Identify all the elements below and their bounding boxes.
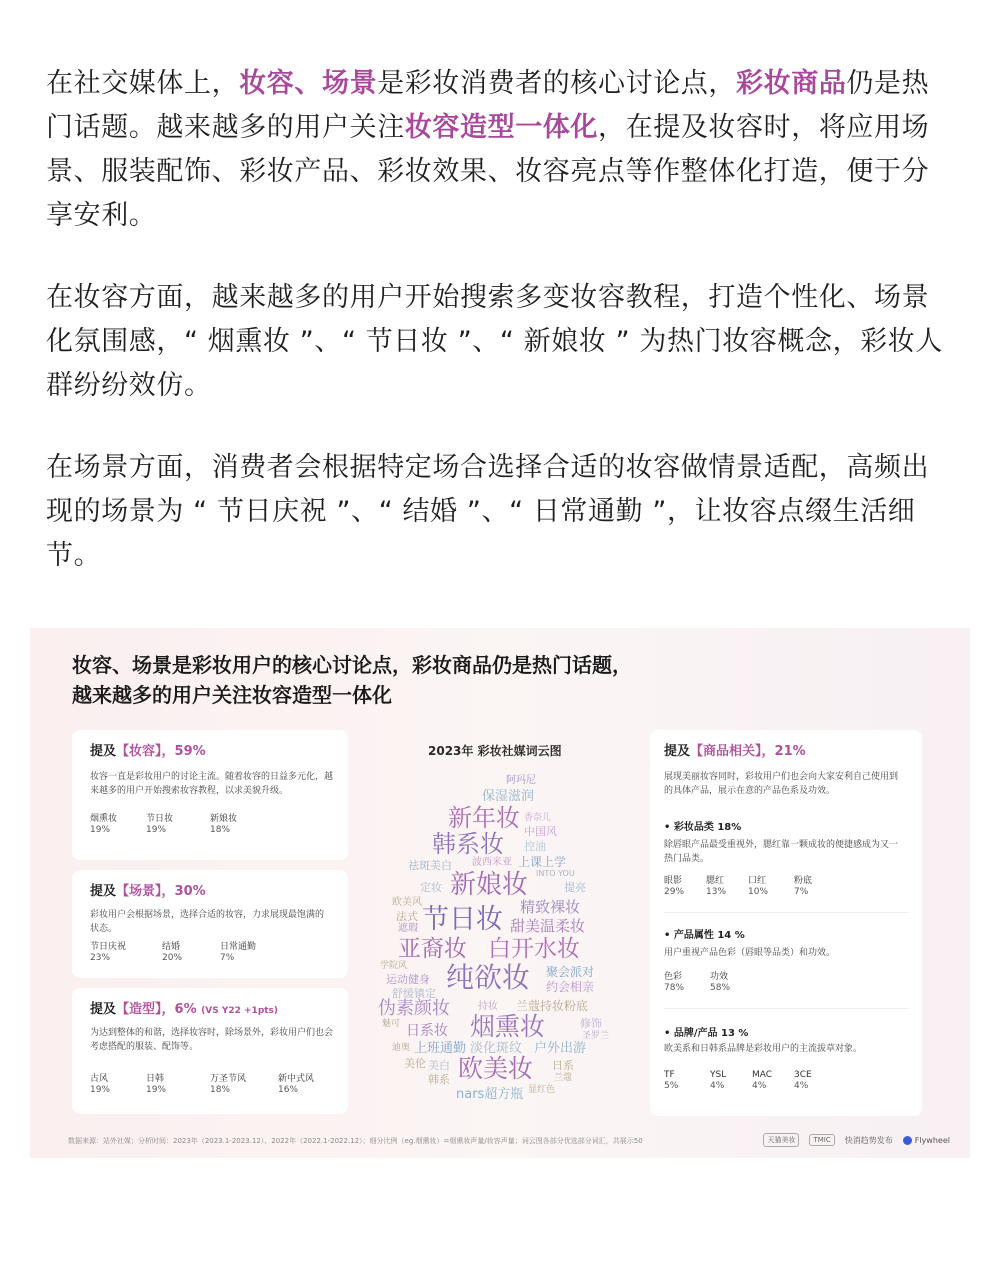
stat-value: 5% [664, 1081, 679, 1091]
wordcloud-word: 白开水妆 [488, 936, 580, 962]
stat-label: 色彩 [664, 972, 683, 982]
wordcloud-word: 兰蔻持妆粉底 [516, 999, 589, 1013]
stat-label: MAC [752, 1070, 773, 1080]
heading-percent: ，30% [161, 884, 206, 899]
text-segment: 在社交媒体上， [46, 68, 240, 99]
stat-label: 眼影 [664, 876, 683, 886]
card-scene-heading [90, 880, 206, 899]
stat-item [706, 876, 748, 898]
stat-item [162, 942, 220, 964]
tmall-beauty-logo: 天猫美妆 [763, 1133, 799, 1147]
wordcloud-word: 烟熏妆 [470, 1012, 546, 1041]
wordcloud-word: 魅可 [382, 1019, 401, 1029]
stat-label: 万圣节风 [210, 1074, 247, 1084]
heading-percent: ，59% [161, 744, 206, 759]
card-makeup [72, 730, 348, 860]
wordcloud-word: 祛斑美白 [408, 859, 452, 872]
stat-label: 粉底 [794, 876, 813, 886]
wordcloud-word: 聚会派对 [546, 965, 595, 979]
wordcloud-word: 显红色 [528, 1085, 556, 1095]
stat-value: 19% [146, 1085, 167, 1095]
flywheel-logo [903, 1136, 950, 1145]
text-segment: ，在提及妆容时，将应用场景、服装配饰、彩妆产品、彩妆效果、妆容亮点等作整体化打造，便于分享安利。 [46, 112, 930, 231]
card-style-desc: 为达到整体的和谐，选择妆容时，除场景外，彩妆用户们也会考虑搭配的服装、配饰等。 [90, 1028, 334, 1052]
section-brand-title: • 品牌/产品 13 % [664, 1028, 749, 1039]
wordcloud-word: 上课上学 [518, 855, 567, 869]
stat-label: 日常通勤 [220, 942, 257, 952]
stat-item [794, 876, 836, 898]
stat-item [710, 972, 756, 994]
stat-item [710, 1070, 752, 1092]
stat-item [146, 814, 210, 836]
card-style [72, 988, 348, 1114]
wordcloud-word: 控油 [524, 840, 546, 853]
divider [664, 1008, 908, 1009]
panel-title [72, 650, 632, 710]
heading-prefix: 提及 [90, 744, 117, 759]
wordcloud-word: 美白 [428, 1059, 450, 1072]
card-scene [72, 870, 348, 978]
wordcloud-word: 新娘妆 [450, 870, 529, 900]
stat-label: YSL [710, 1070, 727, 1080]
stat-item [90, 814, 146, 836]
wordcloud-title: 2023年 彩妆社媒词云图 [428, 744, 562, 758]
section-category-stats [664, 876, 836, 898]
heading-tag: 【商品相关】 [690, 744, 762, 759]
wordcloud-word: 纯欲妆 [446, 961, 531, 994]
stat-label: 烟熏妆 [90, 814, 118, 824]
wordcloud-word: 约会相亲 [546, 980, 595, 994]
heading-prefix: 提及 [90, 884, 117, 899]
stat-label: TF [664, 1070, 675, 1080]
stat-value: 13% [706, 887, 727, 897]
wordcloud-word: 提亮 [564, 881, 586, 894]
card-makeup-stats [90, 814, 270, 836]
stat-value: 7% [220, 953, 235, 963]
card-scene-stats [90, 942, 280, 964]
wordcloud-word: 户外出游 [534, 1041, 587, 1056]
card-product-desc: 展现美丽妆容同时，彩妆用户们也会向大家安利自己使用到的具体产品，展示在意的产品色系及功效。 [664, 772, 899, 796]
stat-value: 19% [90, 1085, 111, 1095]
section-attribute-title: • 产品属性 14 % [664, 930, 745, 941]
stat-item [794, 1070, 836, 1092]
wordcloud-word: 迪奥 [392, 1043, 411, 1053]
wordcloud-word: 淡化斑纹 [470, 1041, 523, 1056]
stat-label: 新娘妆 [210, 814, 238, 824]
card-style-heading [90, 998, 278, 1017]
stat-item [752, 1070, 794, 1092]
panel-title-line2: 越来越多的用户关注妆容造型一体化 [72, 683, 392, 707]
wordcloud-word: 新年妆 [448, 804, 520, 832]
card-product [650, 730, 922, 1116]
wordcloud-word: 欧美妆 [458, 1054, 534, 1083]
card-product-heading [664, 740, 806, 759]
stat-item [664, 876, 706, 898]
heading-tag: 【妆容】 [116, 744, 162, 759]
flywheel-icon [903, 1136, 912, 1145]
wordcloud-word: 遮瑕 [398, 923, 418, 934]
stat-item [278, 1074, 338, 1096]
stat-value: 78% [664, 983, 685, 993]
stat-label: 节日庆祝 [90, 942, 127, 952]
wordcloud-word: 韩系 [428, 1073, 450, 1086]
wordcloud-word: 阿玛尼 [506, 775, 536, 786]
card-makeup-heading [90, 740, 206, 759]
heading-prefix: 提及 [664, 744, 691, 759]
section-brand-desc: 欧美系和日韩系品牌是彩妆用户的主流拔草对象。 [664, 1044, 863, 1054]
stat-value: 4% [710, 1081, 725, 1091]
stat-value: 4% [752, 1081, 767, 1091]
stat-value: 23% [90, 953, 111, 963]
wordcloud-word: 定妆 [420, 881, 442, 894]
wordcloud-word: 上班通勤 [414, 1041, 467, 1056]
stat-value: 10% [748, 887, 769, 897]
stat-value: 29% [664, 887, 685, 897]
stat-item [220, 942, 280, 964]
stat-value: 4% [794, 1081, 809, 1091]
trend-release-logo: 快消趋势发布 [844, 1135, 893, 1145]
wordcloud-word: 运动健身 [386, 973, 430, 986]
stat-item [210, 814, 270, 836]
stat-item [90, 1074, 146, 1096]
text-segment: 是彩妆消费者的核心讨论点， [377, 68, 737, 99]
wordcloud-word: 中国风 [524, 825, 557, 838]
stat-value: 18% [210, 1085, 231, 1095]
flywheel-logo-text: Flywheel [914, 1135, 950, 1145]
wordcloud-word: 香奈儿 [524, 813, 552, 823]
stat-value: 58% [710, 983, 731, 993]
heading-percent: ，21% [761, 744, 806, 759]
stat-value: 19% [90, 825, 111, 835]
wordcloud-word: INTO YOU [536, 869, 575, 878]
article [46, 62, 956, 616]
stat-label: 3CE [794, 1070, 812, 1080]
wordcloud-word: nars超方瓶 [456, 1087, 524, 1102]
card-style-stats [90, 1074, 338, 1096]
data-source-footnote: 数据来源：站外社媒；分析时间：2023年（2023.1-2023.12）、2022年（2022.1-2022.12）；细分比例（eg.烟熏妆）=烟熏妆声量/妆容声量；词云图各部分优选部分词汇，共展示50 [68, 1137, 643, 1145]
stat-item [664, 972, 710, 994]
wordcloud-word: 日系 [552, 1059, 574, 1072]
paragraph-scene: 在场景方面，消费者会根据特定场合选择合适的妆容做情景适配，高频出现的场景为 “ 节日庆祝 ”、“ 结婚 ”、“ 日常通勤 ”，让妆容点缀生活细节。 [46, 452, 930, 571]
wordcloud-word: 持妆 [478, 1001, 498, 1012]
divider [664, 912, 908, 913]
stat-label: 古风 [90, 1074, 109, 1084]
wordcloud-word: 舒缓镇定 [392, 987, 436, 1000]
wordcloud-word: 圣罗兰 [582, 1031, 610, 1041]
wordcloud-word: 兰蔻 [554, 1073, 573, 1083]
section-attribute-desc: 用户重视产品色彩（唇眼等品类）和功效。 [664, 948, 836, 958]
text-segment: 仍是热门话题。越来越多的用户关注 [46, 68, 930, 143]
panel-title-line1: 妆容、场景是彩妆用户的核心讨论点，彩妆商品仍是热门话题， [72, 653, 632, 677]
stat-label: 功效 [710, 972, 729, 982]
infographic-panel [30, 628, 970, 1158]
heading-tag: 【场景】 [116, 884, 162, 899]
stat-label: 口红 [748, 876, 767, 886]
stat-item [210, 1074, 278, 1096]
stat-value: 19% [146, 825, 167, 835]
wordcloud-word: 节日妆 [422, 904, 503, 935]
paragraph-intro [46, 62, 956, 238]
wordcloud-word: 保湿滋润 [482, 789, 535, 804]
wordcloud-word: 伪素颜妆 [378, 998, 450, 1019]
highlight-products: 彩妆商品 [736, 68, 847, 99]
wordcloud-word: 甜美温柔妆 [510, 917, 586, 935]
stat-value: 7% [794, 887, 809, 897]
highlight-integration: 妆容造型一体化 [404, 112, 599, 143]
wordcloud-word: 欧美风 [392, 897, 422, 908]
section-category-title: • 彩妆品类 18% [664, 822, 742, 833]
section-category-desc: 除唇眼产品最受重视外，腮红靠一颗成妆的便捷感成为又一热门品类。 [664, 840, 899, 864]
heading-note: (VS Y22 +1pts) [201, 1006, 279, 1016]
stat-label: 结婚 [162, 942, 181, 952]
stat-label: 新中式风 [278, 1074, 315, 1084]
heading-prefix: 提及 [90, 1002, 117, 1017]
card-scene-desc: 彩妆用户会根据场景，选择合适的妆容，力求展现最饱满的状态。 [90, 910, 325, 934]
wordcloud-word: 学院风 [380, 961, 408, 971]
tmic-logo: TMIC [809, 1134, 834, 1146]
wordcloud-word: 法式 [396, 910, 418, 923]
wordcloud-word: 日系妆 [406, 1023, 448, 1039]
wordcloud-word: 韩系妆 [432, 830, 504, 858]
stat-item [664, 1070, 710, 1092]
card-makeup-desc: 妆容一直是彩妆用户的讨论主流。随着妆容的日益多元化，越来越多的用户开始搜索妆容教程，以求美貌升级。 [90, 772, 334, 796]
partner-logos [763, 1133, 950, 1147]
wordcloud-word: 亚裔妆 [398, 936, 467, 962]
paragraph-makeup: 在妆容方面，越来越多的用户开始搜索多变妆容教程，打造个性化、场景化氛围感，“ 烟熏妆 ”、“ 节日妆 ”、“ 新娘妆 ” 为热门妆容概念，彩妆人群纷纷效仿。 [46, 282, 944, 401]
stat-label: 日韩 [146, 1074, 165, 1084]
stat-label: 节日妆 [146, 814, 174, 824]
wordcloud-word: 精致裸妆 [520, 898, 581, 916]
stat-value: 18% [210, 825, 231, 835]
stat-value: 16% [278, 1085, 299, 1095]
highlight-makeup-scene: 妆容、场景 [239, 68, 378, 99]
section-brand-stats [664, 1070, 836, 1092]
stat-item [146, 1074, 210, 1096]
stat-item [90, 942, 162, 964]
heading-tag: 【造型】 [116, 1002, 162, 1017]
section-attribute-stats [664, 972, 756, 994]
stat-label: 腮红 [706, 876, 725, 886]
wordcloud-word: 修饰 [580, 1017, 602, 1030]
wordcloud-word: 美伦 [404, 1057, 426, 1070]
heading-percent: ，6% [161, 1002, 197, 1017]
wordcloud-word: 波西米亚 [472, 857, 512, 868]
stat-item [748, 876, 794, 898]
stat-value: 20% [162, 953, 183, 963]
